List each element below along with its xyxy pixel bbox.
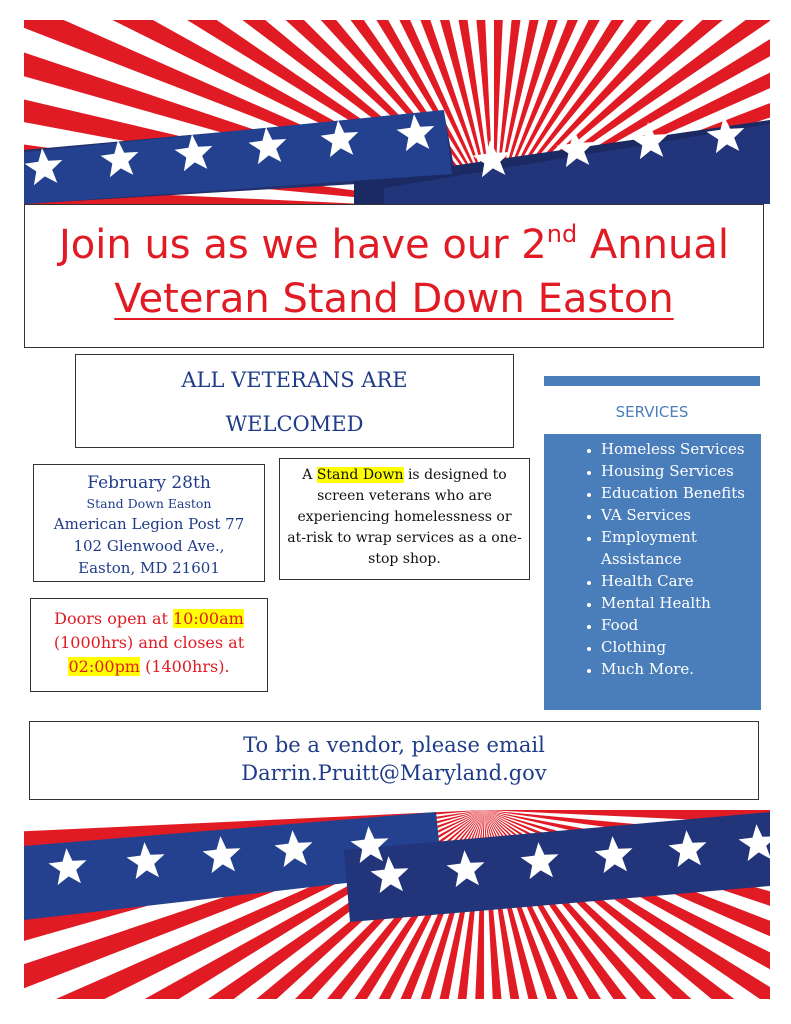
event-venue: American Legion Post 77 <box>53 515 245 533</box>
welcome-box <box>75 354 514 448</box>
service-item: • Much More. <box>601 658 761 680</box>
event-date: February 28th <box>87 473 211 493</box>
close-time: 02:00pm <box>68 657 140 676</box>
services-panel <box>544 434 761 710</box>
vendor-line: To be a vendor, please email <box>243 733 545 757</box>
service-item: • Education Benefits <box>601 482 761 504</box>
welcome-line-2: WELCOMED <box>225 412 364 436</box>
open-time: 10:00am <box>173 609 244 628</box>
event-name: Stand Down Easton <box>86 496 212 511</box>
service-item: • VA Services <box>601 504 761 526</box>
bottom-banner-graphic <box>24 810 770 999</box>
hours-box: Doors open at 10:00am (1000hrs) and closes at 02:00pm (1400hrs). <box>30 598 268 692</box>
service-item: • Mental Health <box>601 592 761 614</box>
services-list <box>544 438 761 680</box>
service-item: • Health Care <box>601 570 761 592</box>
event-details-box <box>33 464 265 582</box>
services-accent-bar <box>544 376 760 386</box>
service-item: • Food <box>601 614 761 636</box>
title-line-2: Veteran Stand Down Easton <box>114 276 674 322</box>
vendor-email[interactable]: Darrin.Pruitt@Maryland.gov <box>241 761 547 785</box>
top-flag-banner <box>24 20 770 204</box>
service-item: • Homeless Services <box>601 438 761 460</box>
welcome-line-1: ALL VETERANS ARE <box>181 368 408 392</box>
vendor-box <box>29 721 759 800</box>
event-street: 102 Glenwood Ave., <box>73 537 225 555</box>
event-city: Easton, MD 21601 <box>78 559 220 577</box>
title-box <box>24 204 764 348</box>
title-line-1: Join us as we have our 2nd Annual <box>59 220 729 268</box>
service-item: • Clothing <box>601 636 761 658</box>
service-item: • Housing Services <box>601 460 761 482</box>
services-heading: SERVICES <box>615 403 689 421</box>
top-banner-graphic <box>24 20 770 204</box>
stand-down-description: A Stand Down is designed to screen veterans who are experiencing homelessness or at-risk to wrap services as a one-stop shop. <box>279 458 530 580</box>
stand-down-highlight: Stand Down <box>316 467 404 483</box>
service-item: • Employment Assistance <box>601 526 711 570</box>
bottom-flag-banner <box>24 810 770 999</box>
